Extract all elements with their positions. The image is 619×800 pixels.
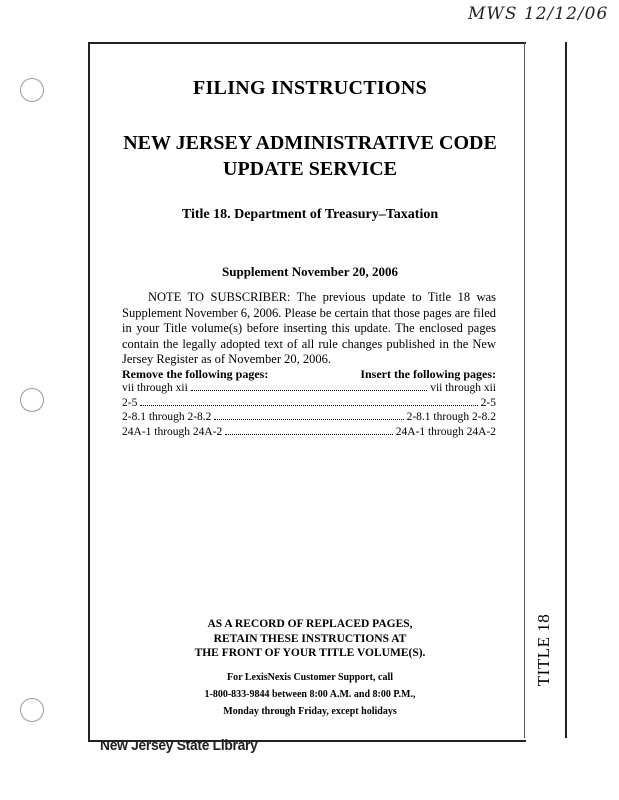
binder-hole-middle bbox=[20, 388, 44, 412]
title-subtitle: Title 18. Department of Treasury–Taxation bbox=[181, 207, 439, 222]
dot-leader bbox=[191, 381, 427, 391]
insert-pages: 24A-1 through 24A-2 bbox=[395, 425, 496, 438]
code-title bbox=[96, 130, 524, 182]
support-line-1: For LexisNexis Customer Support, call bbox=[226, 672, 393, 683]
support-line-2: 1-800-833-9844 between 8:00 A.M. and 8:00 P.M., bbox=[204, 689, 416, 700]
title-tab-label: TITLE 18 bbox=[534, 613, 554, 687]
remove-pages: 24A-1 through 24A-2 bbox=[122, 425, 223, 438]
code-title-line-1: NEW JERSEY ADMINISTRATIVE CODE bbox=[123, 132, 497, 154]
insert-header: Insert the following pages: bbox=[360, 367, 496, 381]
customer-support bbox=[96, 669, 524, 720]
table-header bbox=[122, 367, 496, 381]
remove-header: Remove the following pages: bbox=[122, 367, 269, 381]
document-title: FILING INSTRUCTIONS bbox=[192, 77, 428, 99]
subscriber-note: NOTE TO SUBSCRIBER: The previous update to Title 18 was Supplement November 6, 2006. Please be certain that those pages are filed in your Title volume(s) before inserting this update. The enclosed pages contain the legally adopted text of all rule changes published in the New Jersey Register as of November 20, 2006. bbox=[122, 290, 496, 366]
table-row bbox=[122, 425, 496, 440]
table-row bbox=[122, 410, 496, 425]
supplement-date: Supplement November 20, 2006 bbox=[222, 264, 398, 279]
page-replacement-table bbox=[122, 367, 496, 439]
binder-hole-bottom bbox=[20, 698, 44, 722]
binder-hole-top bbox=[20, 78, 44, 102]
dot-leader bbox=[140, 396, 477, 406]
remove-pages: 2-5 bbox=[122, 396, 138, 409]
code-title-line-2: UPDATE SERVICE bbox=[223, 158, 397, 180]
record-instructions bbox=[96, 617, 524, 661]
remove-pages: vii through xii bbox=[122, 382, 188, 394]
support-line-3: Monday through Friday, except holidays bbox=[223, 706, 397, 717]
remove-pages: 2-8.1 through 2-8.2 bbox=[122, 411, 212, 423]
insert-pages: vii through xii bbox=[430, 382, 496, 394]
table-row bbox=[122, 381, 496, 396]
handwritten-initials-date: MWS 12/12/06 bbox=[468, 4, 609, 24]
insert-pages: 2-8.1 through 2-8.2 bbox=[406, 411, 496, 423]
dot-leader bbox=[225, 425, 392, 435]
record-line-3: THE FRONT OF YOUR TITLE VOLUME(S). bbox=[194, 647, 426, 659]
record-line-2: RETAIN THESE INSTRUCTIONS AT bbox=[213, 632, 407, 645]
insert-pages: 2-5 bbox=[480, 396, 496, 409]
title-tab bbox=[532, 610, 556, 690]
table-row bbox=[122, 396, 496, 411]
dot-leader bbox=[214, 410, 403, 420]
library-stamp: New Jersey State Library bbox=[100, 737, 258, 754]
record-line-1: AS A RECORD OF REPLACED PAGES, bbox=[207, 618, 413, 630]
